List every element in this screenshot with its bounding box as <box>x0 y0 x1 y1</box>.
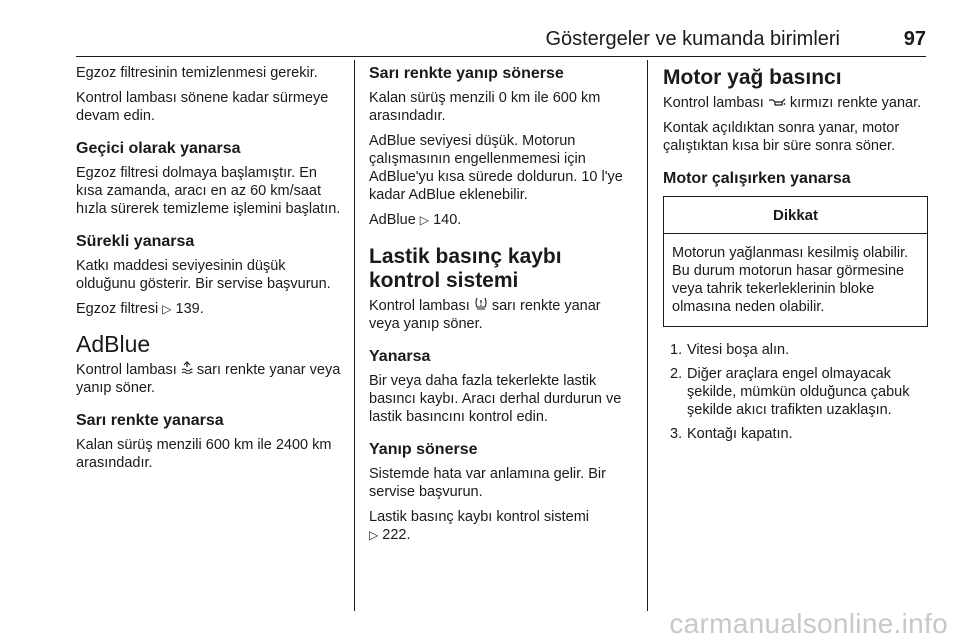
paragraph: Lastik basınç kaybı kontrol sistemi <box>369 509 590 525</box>
paragraph: Katkı maddesi seviyesinin düşük olduğunu gösterir. Bir servise başvurun. <box>76 258 331 292</box>
column-2 <box>369 64 635 551</box>
section-heading: Yanıp sönerse <box>369 441 478 458</box>
column-divider <box>647 60 648 611</box>
list-text: Vitesi boşa alın. <box>687 342 790 358</box>
section-title-oil-pressure: Motor yağ basıncı <box>663 66 842 89</box>
caution-box <box>663 196 928 327</box>
text: Kontrol lambası <box>369 298 470 314</box>
section-heading: Sarı renkte yanıp sönerse <box>369 65 564 82</box>
steps-list <box>663 341 928 443</box>
section-heading: Sarı renkte yanarsa <box>76 412 224 429</box>
section-title-adblue: AdBlue <box>76 331 151 357</box>
text: sarı renkte yanar veya yanıp söner. <box>76 362 341 396</box>
paragraph: Kalan sürüş menzili 0 km ile 600 km arasındadır. <box>369 90 601 124</box>
column-3 <box>663 64 928 449</box>
paragraph: Bir veya daha fazla tekerlekte lastik basıncı kaybı. Aracı derhal durdurun ve lastik basıncını kontrol edin. <box>369 373 622 425</box>
paragraph: Kontak açıldıktan sonra yanar, motor çalıştıktan kısa bir süre sonra söner. <box>663 120 900 154</box>
caution-text: Motorun yağlanması kesilmiş olabilir. Bu durum motorun hasar görmesine veya tahrik tekerleklerinin bloke olmasına neden olabilir. <box>672 245 909 315</box>
page-header <box>76 28 926 57</box>
column-1 <box>76 64 346 479</box>
paragraph: Sistemde hata var anlamına gelir. Bir servise başvurun. <box>369 466 606 500</box>
page-reference-link[interactable]: 140. <box>433 212 462 228</box>
page-header-title: Göstergeler ve kumanda birimleri <box>545 28 840 50</box>
paragraph: Kalan sürüş menzili 600 km ile 2400 km arasındadır. <box>76 437 332 471</box>
paragraph: Kontrol lambası sönene kadar sürmeye devam edin. <box>76 90 329 124</box>
caution-title: Dikkat <box>664 197 927 234</box>
list-number: 2. <box>670 366 683 382</box>
paragraph <box>369 297 635 333</box>
paragraph-page-reference <box>369 526 635 544</box>
paragraph-page-reference <box>76 300 346 318</box>
column-divider <box>354 60 355 611</box>
paragraph: Egzoz filtresinin temizlenmesi gerekir. <box>76 65 318 81</box>
list-item <box>663 425 928 443</box>
paragraph-page-reference <box>369 211 635 229</box>
page-reference-link[interactable]: 139. <box>175 301 204 317</box>
section-heading: Geçici olarak yanarsa <box>76 140 241 157</box>
section-title-tire-pressure: Lastik basınç kaybı kontrol sistemi <box>369 245 562 292</box>
section-heading: Yanarsa <box>369 348 431 365</box>
section-heading: Motor çalışırken yanarsa <box>663 170 851 187</box>
watermark: carmanualsonline.info <box>669 608 948 639</box>
page-reference-arrow-icon: ▷ <box>369 528 379 542</box>
paragraph <box>663 94 928 112</box>
list-number: 3. <box>670 426 683 442</box>
page-number: 97 <box>903 28 926 50</box>
page-reference-arrow-icon: ▷ <box>419 213 430 227</box>
list-item <box>663 365 928 419</box>
list-number: 1. <box>670 342 683 358</box>
adblue-warning-icon <box>181 361 193 379</box>
list-item <box>663 341 928 359</box>
text: AdBlue <box>369 212 416 228</box>
paragraph: AdBlue seviyesi düşük. Motorun çalışmasının engellenmemesi için AdBlue'yu kısa sürede doldurun. 10 l'ye kadar AdBlue eklenebilir. <box>369 133 623 203</box>
text: kırmızı renkte yanar. <box>789 95 922 111</box>
page-reference-link[interactable]: 222. <box>382 527 411 543</box>
section-heading: Sürekli yanarsa <box>76 233 195 250</box>
list-text: Kontağı kapatın. <box>687 426 793 442</box>
text: sarı renkte yanar veya yanıp söner. <box>369 298 601 332</box>
oil-pressure-warning-icon <box>768 94 786 112</box>
text: Kontrol lambası <box>663 95 764 111</box>
text: Egzoz filtresi <box>76 301 159 317</box>
list-text: Diğer araçlara engel olmayacak şekilde, mümkün olduğunca çabuk şekilde akıcı trafikten uzaklaşın. <box>687 366 910 418</box>
tire-pressure-warning-icon <box>474 297 488 315</box>
page-reference-arrow-icon: ▷ <box>162 302 172 316</box>
paragraph <box>76 361 346 397</box>
text: Kontrol lambası <box>76 362 177 378</box>
paragraph: Egzoz filtresi dolmaya başlamıştır. En kısa zamanda, aracı en az 60 km/saat hızla sürerek temizleme işlemini başlatın. <box>76 165 341 217</box>
